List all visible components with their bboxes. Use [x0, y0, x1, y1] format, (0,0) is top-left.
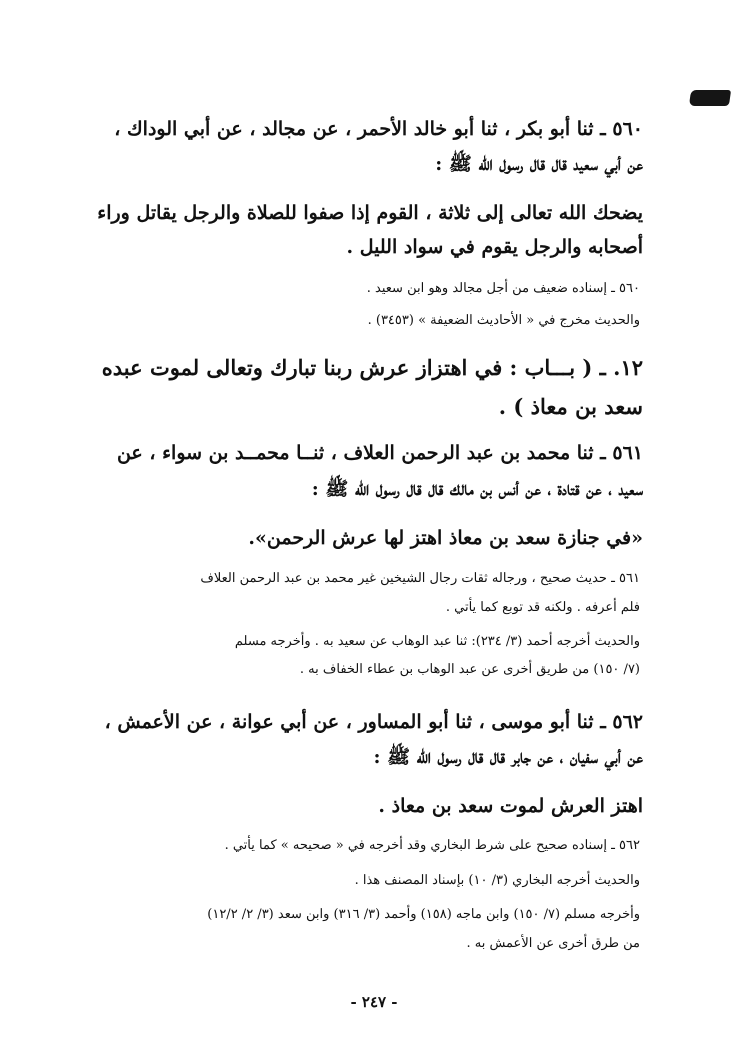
hadith-561-footnote-3: والحديث أخرجه أحمد (٣/ ٢٣٤): ثنا عبد الوهاب عن سعيد به . وأخرجه مسلم — [234, 634, 640, 649]
hadith-562-footnote-4: من طرق أخرى عن الأعمش به . — [466, 936, 640, 951]
hadith-560-footnote-2: والحديث مخرج في « الأحاديث الضعيفة » (٣٤٥٣) . — [367, 313, 640, 328]
hadith-560-isnad-line-2: عن أبي سعيد قال قال رسول الله ﷺ : — [435, 153, 643, 175]
chapter-heading-line-2: سعد بن معاذ ) . — [498, 394, 643, 419]
hadith-561-footnote-4: (٧/ ١٥٠) من طريق أخرى عن عبد الوهاب بن عطاء الخفاف به . — [299, 662, 640, 677]
hadith-562-footnote-3: وأخرجه مسلم (٧/ ١٥٠) وابن ماجه (١٥٨) وأحمد (٣/ ٣١٦) وابن سعد (٣/ ٢/ ١٢/٢) — [207, 907, 640, 922]
hadith-561-matn: «في جنازة سعد بن معاذ اهتز لها عرش الرحمن». — [248, 527, 643, 549]
hadith-560-isnad-line-1: ٥٦٠ ـ ثنا أبو بكر ، ثنا أبو خالد الأحمر ، عن مجالد ، عن أبي الوداك ، — [114, 118, 643, 140]
hadith-562-isnad-line-2: عن أبي سفيان ، عن جابر قال قال رسول الله ﷺ : — [373, 746, 643, 768]
hadith-562-footnote-1: ٥٦٢ ـ إسناده صحيح على شرط البخاري وقد أخرجه في « صحيحه » كما يأتي . — [224, 838, 640, 853]
hadith-562-footnote-2: والحديث أخرجه البخاري (٣/ ١٠) بإسناد المصنف هذا . — [354, 873, 640, 888]
hadith-561-isnad-line-1: ٥٦١ ـ ثنا محمد بن عبد الرحمن العلاف ، ثنــا محمــد بن سواء ، عن — [116, 442, 643, 464]
hadith-560-footnote-1: ٥٦٠ ـ إسناده ضعيف من أجل مجالد وهو ابن سعيد . — [366, 281, 640, 296]
page-number: - ٢٤٧ - — [350, 993, 398, 1011]
ink-blot-mark — [689, 90, 731, 106]
hadith-561-footnote-2: فلم أعرفه . ولكنه قد توبع كما يأتي . — [445, 600, 640, 615]
hadith-561-isnad-line-2: سعيد ، عن قتادة ، عن أنس بن مالك قال قال رسول الله ﷺ : — [311, 478, 643, 500]
chapter-heading-line-1: ١٢. ـ ( بـــاب : في اهتزاز عرش ربنا تبارك وتعالى لموت عبده — [101, 355, 643, 380]
hadith-561-footnote-1: ٥٦١ ـ حديث صحيح ، ورجاله ثقات رجال الشيخين غير محمد بن عبد الرحمن العلاف — [200, 571, 640, 586]
hadith-560-matn-line-1: يضحك الله تعالى إلى ثلاثة ، القوم إذا صفوا للصلاة والرجل يقاتل وراء — [97, 202, 643, 224]
hadith-562-matn: اهتز العرش لموت سعد بن معاذ . — [378, 795, 643, 817]
hadith-560-matn-line-2: أصحابه والرجل يقوم في سواد الليل . — [346, 236, 643, 258]
hadith-562-isnad-line-1: ٥٦٢ ـ ثنا أبو موسى ، ثنا أبو المساور ، عن أبي عوانة ، عن الأعمش ، — [104, 711, 643, 733]
